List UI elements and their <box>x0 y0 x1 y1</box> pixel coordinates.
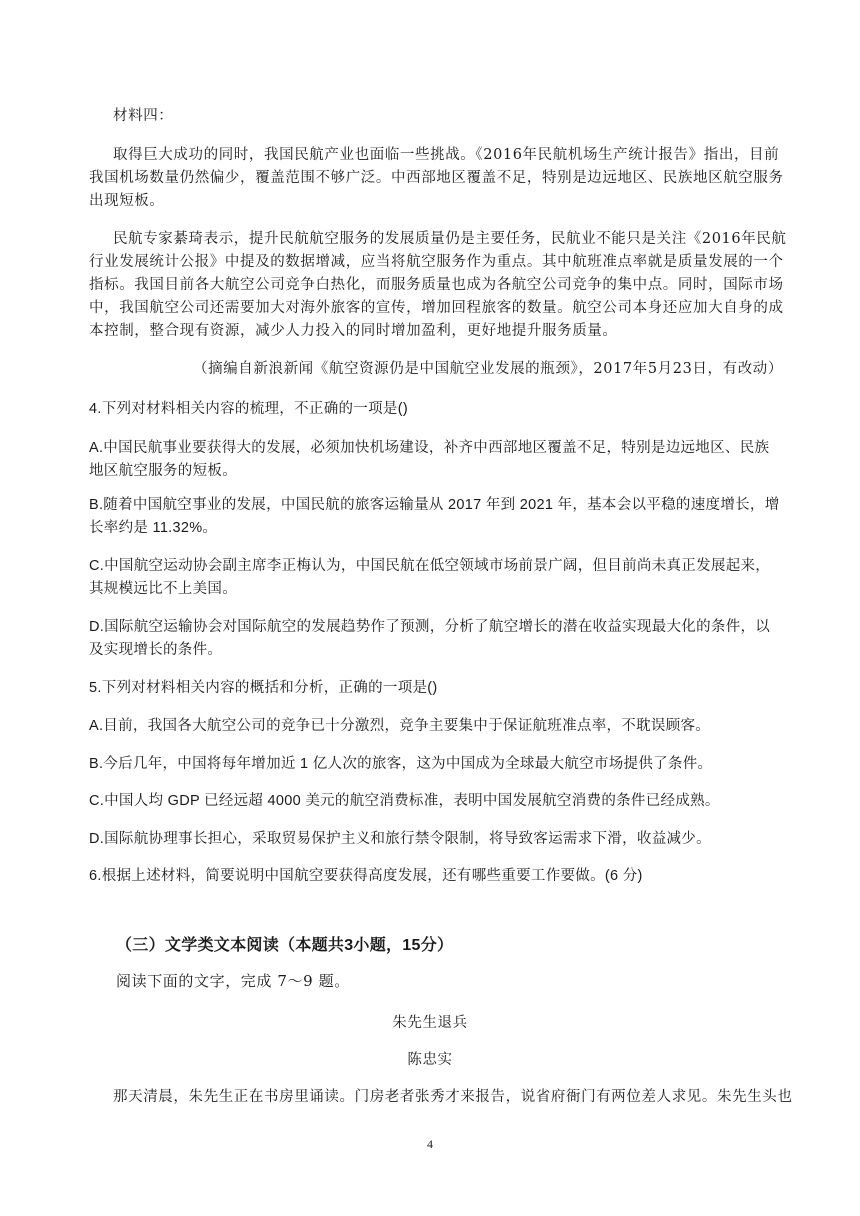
story-title: 朱先生退兵 <box>392 1015 468 1031</box>
material4-para2-line5: 本控制，整合现有资源，减少人力投入的同时增加盈利，更好地提升服务质量。 <box>89 323 618 339</box>
story-author: 陈忠实 <box>407 1052 453 1068</box>
q4-option-d-line1: D.国际航空运输协会对国际航空的发展趋势作了预测，分析了航空增长的潜在收益实现最大化的条件，以 <box>89 619 771 635</box>
story-first-line: 那天清晨，朱先生正在书房里诵读。门房老者张秀才来报告，说省府衙门有两位差人求见。朱先生头也 <box>113 1089 793 1105</box>
material4-para2-line4: 中，我国航空公司还需要加大对海外旅客的宣传，增加回程旅客的数量。航空公司本身还应加大自身的成 <box>89 300 784 316</box>
q5-option-d: D.国际航协理事长担心，采取贸易保护主义和旅行禁令限制，将导致客运需求下滑，收益减少。 <box>89 831 711 847</box>
q4-stem: 4.下列对材料相关内容的梳理，不正确的一项是() <box>89 401 408 417</box>
q4-option-a-line2: 地区航空服务的短板。 <box>89 463 237 479</box>
material4-para1-line2: 我国机场数量仍然偏少，覆盖范围不够广泛。中西部地区覆盖不足，特别是边远地区、民族地区航空服务 <box>89 170 784 186</box>
q4-option-b-line2: 长率约是 11.32%。 <box>89 520 218 536</box>
q4-option-c-line2: 其规模远比不上美国。 <box>89 581 237 597</box>
q5-option-c: C.中国人均 GDP 已经远超 4000 美元的航空消费标准，表明中国发展航空消费的条件已经成熟。 <box>89 793 720 809</box>
q5-option-b: B.今后几年，中国将每年增加近 1 亿人次的旅客，这为中国成为全球最大航空市场提供了条件。 <box>89 756 713 772</box>
material4-para1-line1: 取得巨大成功的同时，我国民航产业也面临一些挑战。《2016年民航机场生产统计报告》指出，目前 <box>113 147 780 163</box>
section3-instruction: 阅读下面的文字，完成 7～9 题。 <box>116 972 350 990</box>
material4-heading: 材料四： <box>113 108 174 124</box>
q4-option-b-line1: B.随着中国航空事业的发展，中国民航的旅客运输量从 2017 年到 2021 年，基本会以平稳的速度增长，增 <box>89 497 780 513</box>
q4-option-c-line1: C.中国航空运动协会副主席李正梅认为，中国民航在低空领域市场前景广阔，但目前尚未真正发展起来， <box>89 558 771 574</box>
material4-para2-line1: 民航专家綦琦表示，提升民航航空服务的发展质量仍是主要任务，民航业不能只是关注《2016年民航 <box>113 231 787 247</box>
section3-heading: （三）文学类文本阅读（本题共3小题，15分） <box>116 937 454 954</box>
page-number: 4 <box>427 1137 433 1151</box>
q6-stem: 6.根据上述材料，简要说明中国航空要获得高度发展，还有哪些重要工作要做。(6 分) <box>89 868 643 884</box>
q5-stem: 5.下列对材料相关内容的概括和分析，正确的一项是() <box>89 680 438 696</box>
q4-option-d-line2: 及实现增长的条件。 <box>89 642 223 658</box>
q5-option-a: A.目前，我国各大航空公司的竞争已十分激烈，竞争主要集中于保证航班准点率，不耽误顾客。 <box>89 718 711 734</box>
material4-para2-line3: 指标。我国目前各大航空公司竞争白热化，而服务质量也成为各航空公司竞争的集中点。同时，国际市场 <box>89 277 784 293</box>
material4-para2-line2: 行业发展统计公报》中提及的数据增减，应当将航空服务作为重点。其中航班准点率就是质量发展的一个 <box>89 254 784 270</box>
q4-option-a-line1: A.中国民航事业要获得大的发展，必须加快机场建设，补齐中西部地区覆盖不足，特别是边远地区、民族 <box>89 440 770 456</box>
material4-para1-line3: 出现短板。 <box>89 193 165 209</box>
material4-source: （摘编自新浪新闻《航空资源仍是中国航空业发展的瓶颈》，2017年5月23日，有改动） <box>192 361 783 377</box>
